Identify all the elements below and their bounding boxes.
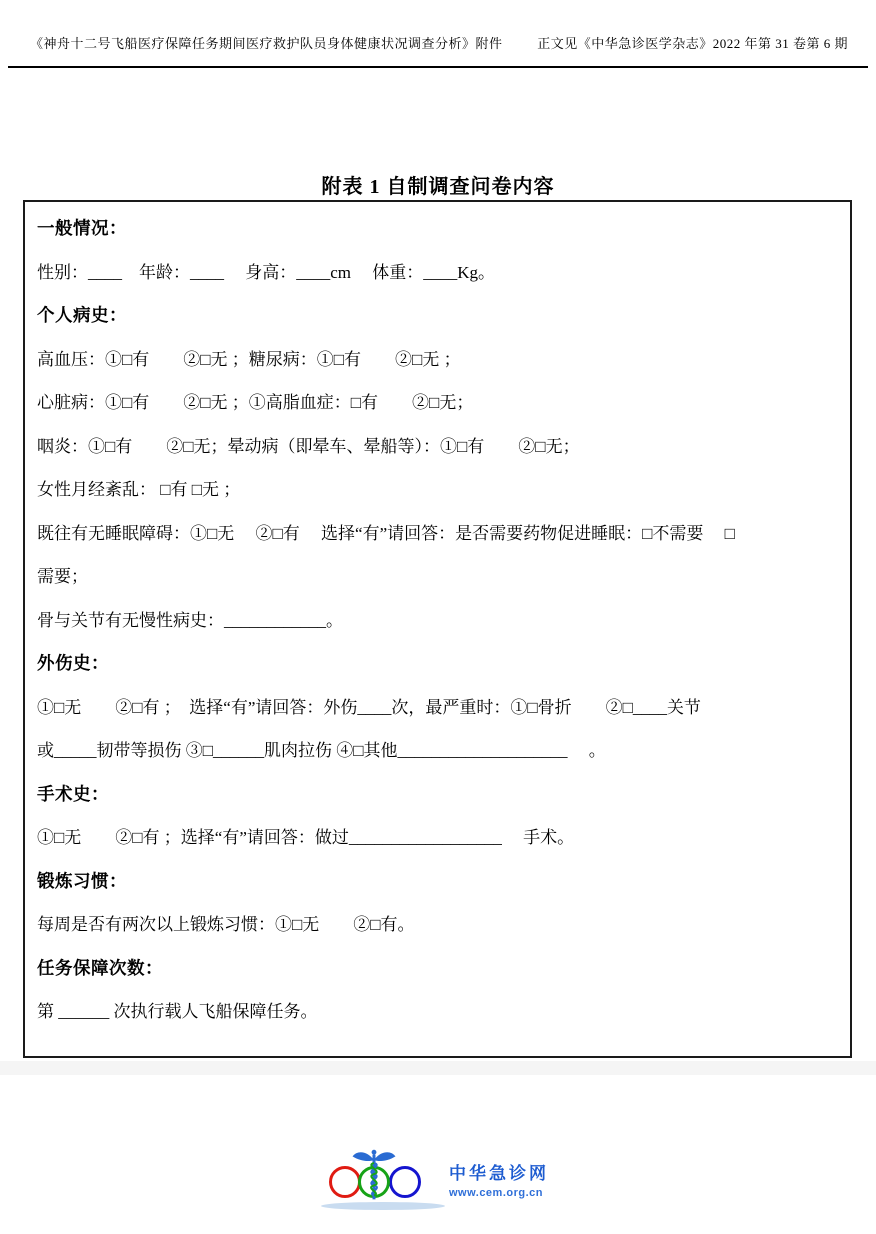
questionnaire-line: ①□无 ②□有 ； 选择“有”请回答：外伤____次，最严重时：①□骨折 ②□____关节 [37,697,701,717]
questionnaire-line: ①□无 ②□有 ；选择“有”请回答：做过__________________ 手术。 [37,828,575,847]
section-heading-mission-count: 任务保障次数： [37,957,163,978]
questionnaire-line: 性别：____ 年龄：____ 身高：____cm 体重：____Kg。 [37,262,496,282]
questionnaire-line: 既往有无睡眠障碍：①□无 ②□有 选择“有”请回答：是否需要药物促进睡眠：□不需要 □ [37,523,735,543]
page-title: 附表 1 自制调查问卷内容 [321,176,555,198]
questionnaire-box [23,200,852,1058]
questionnaire-line: 心脏病：①□有 ②□无 ；①高脂血症：□有 ②□无； [37,393,474,412]
section-heading-surgery-history: 手术史： [37,783,109,804]
questionnaire-line: 女性月经紊乱： □有 □无 ； [37,480,241,499]
caduceus-icon [351,1148,397,1204]
site-logo [0,1148,876,1210]
questionnaire-line: 或_____韧带等损伤 ③□______肌肉拉伤 ④□其他____________________ 。 [37,741,606,760]
questionnaire-line: 骨与关节有无慢性病史：____________。 [37,610,343,630]
section-heading-personal-history: 个人病史： [37,305,127,325]
site-name: 中华急诊网 [449,1164,549,1183]
logo-rings [327,1148,439,1210]
site-url: www.cem.org.cn [449,1187,544,1199]
logo-text-block [449,1163,549,1201]
running-header [30,33,848,52]
questionnaire-line: 高血压：①□有 ②□无 ；糖尿病：①□有 ②□无 ； [37,349,461,369]
questionnaire-line: 咽炎：①□有 ②□无；晕动病（即晕车、晕船等）：①□有 ②□无； [37,436,580,456]
questionnaire-line: 第 ______ 次执行载人飞船保障任务。 [37,1002,318,1021]
header-right-text: 正文见《中华急诊医学杂志》2022 年第 31 卷第 6 期 [537,36,848,51]
header-left-text: 《神舟十二号飞船医疗保障任务期间医疗救护队员身体健康状况调查分析》附件 [30,36,503,51]
section-heading-exercise-habit: 锻炼习惯： [37,870,127,891]
page-edge-band [0,1061,876,1075]
header-divider [8,66,868,68]
questionnaire-line: 每周是否有两次以上锻炼习惯：①□无 ②□有。 [37,915,415,934]
section-heading-trauma-history: 外伤史： [37,653,109,673]
section-heading-general: 一般情况： [37,218,127,238]
questionnaire-line: 需要； [37,567,88,586]
